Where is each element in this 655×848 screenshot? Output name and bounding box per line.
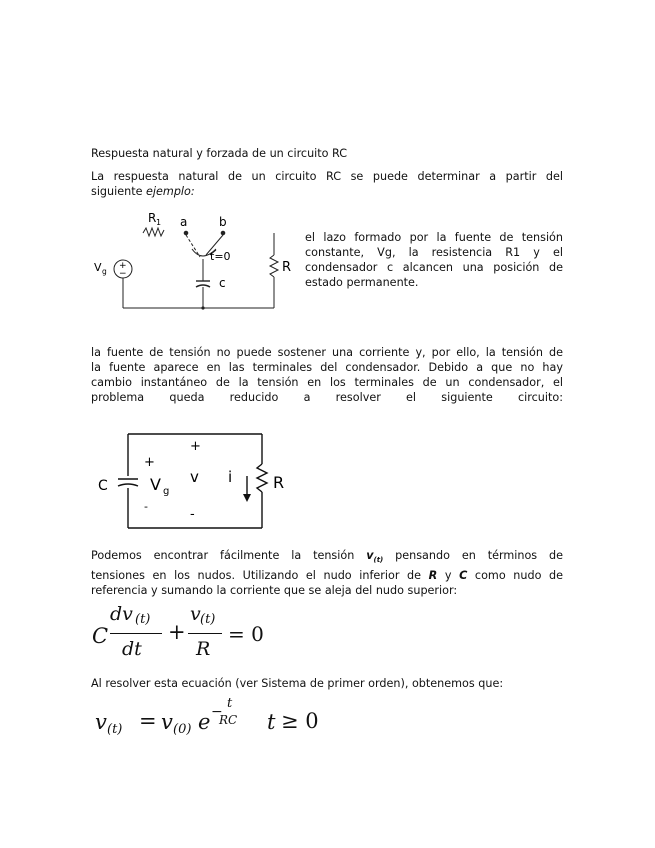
voltage-subscript: (t) [373,556,384,565]
eq1-fraction-bar-2 [188,633,222,634]
vg-label: V [94,261,102,274]
eq1-num1: dv [110,603,133,625]
resistor-r-icon-2 [257,464,267,492]
intro-line-1: La respuesta natural de un circuito RC se puede determinar a partir del [91,170,563,183]
plus-left: + [144,455,155,470]
para3-l2-y: y [437,569,460,583]
v-label: v [190,468,199,486]
eq2-e: e [198,710,211,734]
minus-left: - [144,500,148,513]
plus-top: + [190,439,201,454]
para2-line-4: problema queda reducido a resolver el siguiente circuito: [91,391,563,404]
vg-label-2: V [150,475,161,494]
source-minus: − [119,269,127,279]
paragraph-3 [91,548,563,598]
terminal-b-dot [221,231,225,235]
resistor-r-label-2: R [273,473,285,492]
eq1-equals: = 0 [228,622,264,646]
eq2-equals: = [139,709,157,733]
para2-line-3: cambio instantáneo de la tensión en los terminales de un condensador, el [91,376,563,389]
eq1-num1-sub: (t) [135,612,151,627]
eq1-plus: + [168,620,186,644]
r1-subscript: 1 [156,218,162,227]
eq1-num2-sub: (t) [200,612,216,627]
eq2-v0: v [161,710,173,734]
vg-subscript: g [102,267,107,276]
voltage-symbol: v [366,549,374,562]
para2-line-2: la fuente aparece en las terminales del condensador. Debido a que no hay [91,361,563,374]
capacitor-c-label-2: C [98,478,108,494]
para3-line-2 [91,568,563,583]
capacitor-c-label: c [219,276,226,290]
eq1-den1: dt [122,638,142,660]
para3-l2-end: como nudo de [467,569,564,583]
eq2-v0-sub: (0) [173,722,192,737]
paragraph-4: Al resolver esta ecuación (ver Sistema de primer orden), obtenemos que: [91,677,504,690]
para3-l2-text: tensiones en los nudos. Utilizando el nudo inferior de [91,569,429,583]
eq2-minus: − [211,704,223,720]
r1-label: R [148,211,157,225]
source-plus: + [119,261,127,271]
eq2-cond: ≥ 0 [281,709,319,733]
para3-l1-end: pensando en términos de [383,549,564,562]
eq1-c: C [92,624,109,648]
para3-l1-text: Podemos encontrar fácilmente la tensión [91,549,367,562]
eq1-den2: R [196,638,211,660]
intro-line-2-text: siguiente [91,185,147,198]
i-label: i [228,468,233,486]
terminal-a-label: a [180,215,188,229]
eq2-lhs-sub: (t) [107,722,123,737]
minus-bottom: - [190,507,195,522]
para3-line-3: referencia y sumando la corriente que se aleja del nudo superior: [91,584,458,598]
resistor-r1-icon [143,228,164,236]
resistor-r-label: R [282,260,292,275]
side-line-3: condensador c alcancen una posición de [305,261,563,274]
side-line-4: estado permanente. [305,276,419,289]
c-symbol: C [459,569,468,583]
resistor-r-icon [270,255,278,277]
r-symbol: R [428,569,438,583]
section-title: Respuesta natural y forzada de un circuito RC [91,147,348,160]
eq2-lhs: v [95,710,107,734]
eq2-cond-t: t [267,710,276,734]
para2-line-1: la fuente de tensión no puede sostener una corriente y, por ello, la tensión de [91,346,563,359]
circuit-diagram-2 [92,428,302,533]
vg-subscript-2: g [163,486,170,497]
switch-time-label: t=0 [210,250,231,263]
eq1-num2: v [190,603,201,625]
side-paragraph [305,230,563,290]
terminal-b-label: b [219,215,227,229]
eq2-exp-den: RC [219,713,238,727]
terminal-a-dot [184,231,188,235]
equation-2 [95,696,355,746]
intro-emphasis: ejemplo: [146,185,195,198]
circuit-diagram-1 [88,205,293,315]
intro-line-2 [91,184,563,199]
side-line-1: el lazo formado por la fuente de tensión [305,231,563,244]
eq2-exp-num: t [227,696,233,711]
equation-1 [92,602,332,666]
paragraph-2 [91,345,563,405]
intro-paragraph [91,169,563,199]
eq1-fraction-bar-1 [110,633,162,634]
side-line-2: constante, Vg, la resistencia R1 y el [305,246,563,259]
para3-line-1 [91,548,563,568]
